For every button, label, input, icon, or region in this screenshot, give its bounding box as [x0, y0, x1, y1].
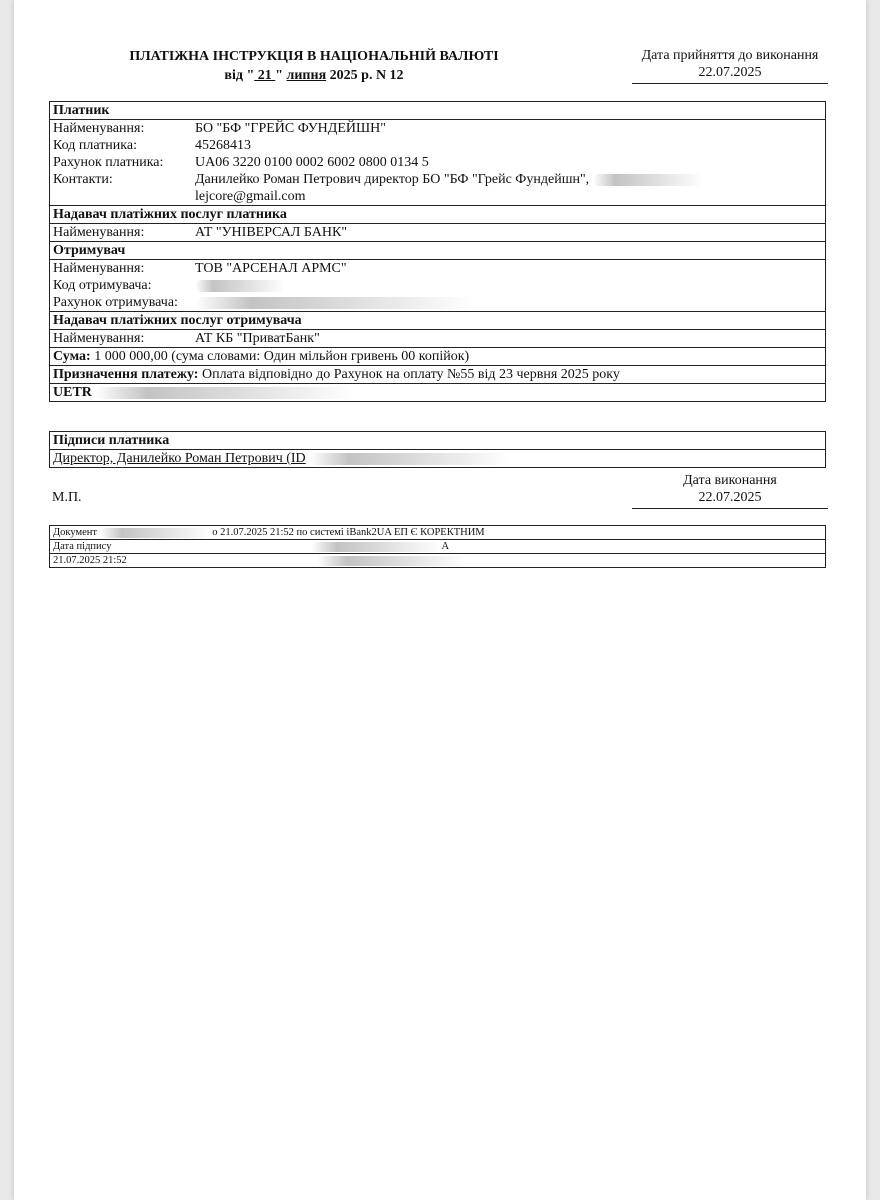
verification-line-2: [50, 539, 825, 553]
verification-doc-label: Документ: [53, 527, 97, 538]
title-suffix: 2025 р. N 12: [326, 68, 404, 83]
redacted-recipient-code: [195, 280, 285, 292]
payer-contacts-label: Контакти:: [53, 172, 113, 187]
recipient-bank-row: [50, 329, 825, 347]
recipient-name-label: Найменування:: [53, 261, 145, 276]
title-prefix: від ": [224, 68, 255, 83]
redacted-phone: [593, 174, 703, 186]
signatures-heading: Підписи платника: [53, 433, 170, 448]
title-line-2: [44, 66, 584, 85]
recipient-bank-name: АТ КБ "ПриватБанк": [195, 331, 320, 346]
amount-row: [50, 347, 825, 365]
payer-email-row: [50, 188, 825, 205]
accept-date-block: [632, 47, 828, 84]
verification-line-2-suffix: А: [441, 541, 450, 552]
title-day: 21: [254, 68, 276, 83]
verification-table: [49, 525, 826, 568]
signature-date-label: Дата підпису: [53, 541, 112, 552]
document-page: [14, 0, 866, 1200]
payment-table: [49, 101, 826, 402]
payer-bank-name: АТ "УНІВЕРСАЛ БАНК": [195, 225, 348, 240]
recipient-bank-heading: Надавач платіжних послуг отримувача: [50, 311, 825, 329]
recipient-bank-label: Найменування:: [53, 331, 145, 346]
stamp-placeholder: М.П.: [52, 490, 82, 505]
verification-result: о 21.07.2025 21:52 по системі iBank2UA ЕП Є КОРЕКТНИМ: [212, 527, 485, 538]
recipient-code-row: [50, 277, 825, 294]
title-line-1: ПЛАТІЖНА ІНСТРУКЦІЯ В НАЦІОНАЛЬНІЙ ВАЛЮТІ: [129, 49, 499, 64]
execution-date-label: Дата виконання: [683, 473, 777, 488]
payer-code: 45268413: [195, 138, 251, 153]
accept-date-value: 22.07.2025: [698, 65, 762, 80]
payer-bank-heading: Надавач платіжних послуг платника: [50, 205, 825, 223]
redacted-uetr: [95, 387, 355, 399]
uetr-label: UETR: [53, 385, 92, 400]
payer-contacts-row: [50, 171, 825, 188]
amount-label: Сума:: [53, 349, 91, 364]
accept-date-label: Дата прийняття до виконання: [641, 48, 819, 63]
payer-email: lejcore@gmail.com: [195, 189, 306, 204]
verification-line-1: [50, 526, 825, 539]
payer-name-row: [50, 119, 825, 137]
amount-text: 1 000 000,00 (сума словами: Один мільйон гривень 00 копійок): [90, 349, 470, 364]
payer-bank-row: [50, 223, 825, 241]
recipient-account-row: [50, 294, 825, 311]
purpose-label: Призначення платежу:: [53, 367, 199, 382]
verification-line-3: [50, 553, 825, 567]
recipient-account-label: Рахунок отримувача:: [53, 295, 178, 310]
payer-code-label: Код платника:: [53, 138, 137, 153]
uetr-row: [50, 383, 825, 401]
purpose-text: Оплата відповідно до Рахунок на оплату №55 від 23 червня 2025 року: [198, 367, 620, 382]
payer-name: БО "БФ "ГРЕЙС ФУНДЕЙШН": [195, 121, 386, 136]
redacted-signer-info: [317, 556, 467, 566]
redacted-recipient-account: [195, 297, 475, 309]
signer-row: [50, 449, 825, 467]
payer-code-row: [50, 137, 825, 154]
redacted-signature-key: [311, 542, 441, 552]
signer-name: Директор, Данилейко Роман Петрович (ID: [53, 451, 306, 466]
payer-name-label: Найменування:: [53, 121, 145, 136]
recipient-name: ТОВ "АРСЕНАЛ АРМС": [195, 261, 347, 276]
recipient-heading: Отримувач: [50, 241, 825, 259]
execution-date-block: [632, 472, 828, 509]
signatures-table: [49, 431, 826, 468]
purpose-row: [50, 365, 825, 383]
document-title: [44, 47, 584, 85]
payer-heading: Платник: [53, 103, 110, 118]
signature-date-value: 21.07.2025 21:52: [53, 555, 127, 566]
payer-account-row: [50, 154, 825, 171]
payer-contacts: Данилейко Роман Петрович директор БО "БФ "Грейс Фундейшн",: [195, 172, 590, 187]
title-month: липня: [286, 68, 327, 83]
payer-account: UA06 3220 0100 0002 6002 0800 0134 5: [195, 155, 429, 170]
execution-date-value: 22.07.2025: [698, 490, 762, 505]
payer-account-label: Рахунок платника:: [53, 155, 164, 170]
title-mid: ": [275, 68, 287, 83]
redacted-signer-id: [309, 453, 509, 465]
recipient-name-row: [50, 259, 825, 277]
redacted-document-id: [100, 528, 210, 538]
payer-bank-label: Найменування:: [53, 225, 145, 240]
recipient-code-label: Код отримувача:: [53, 278, 152, 293]
